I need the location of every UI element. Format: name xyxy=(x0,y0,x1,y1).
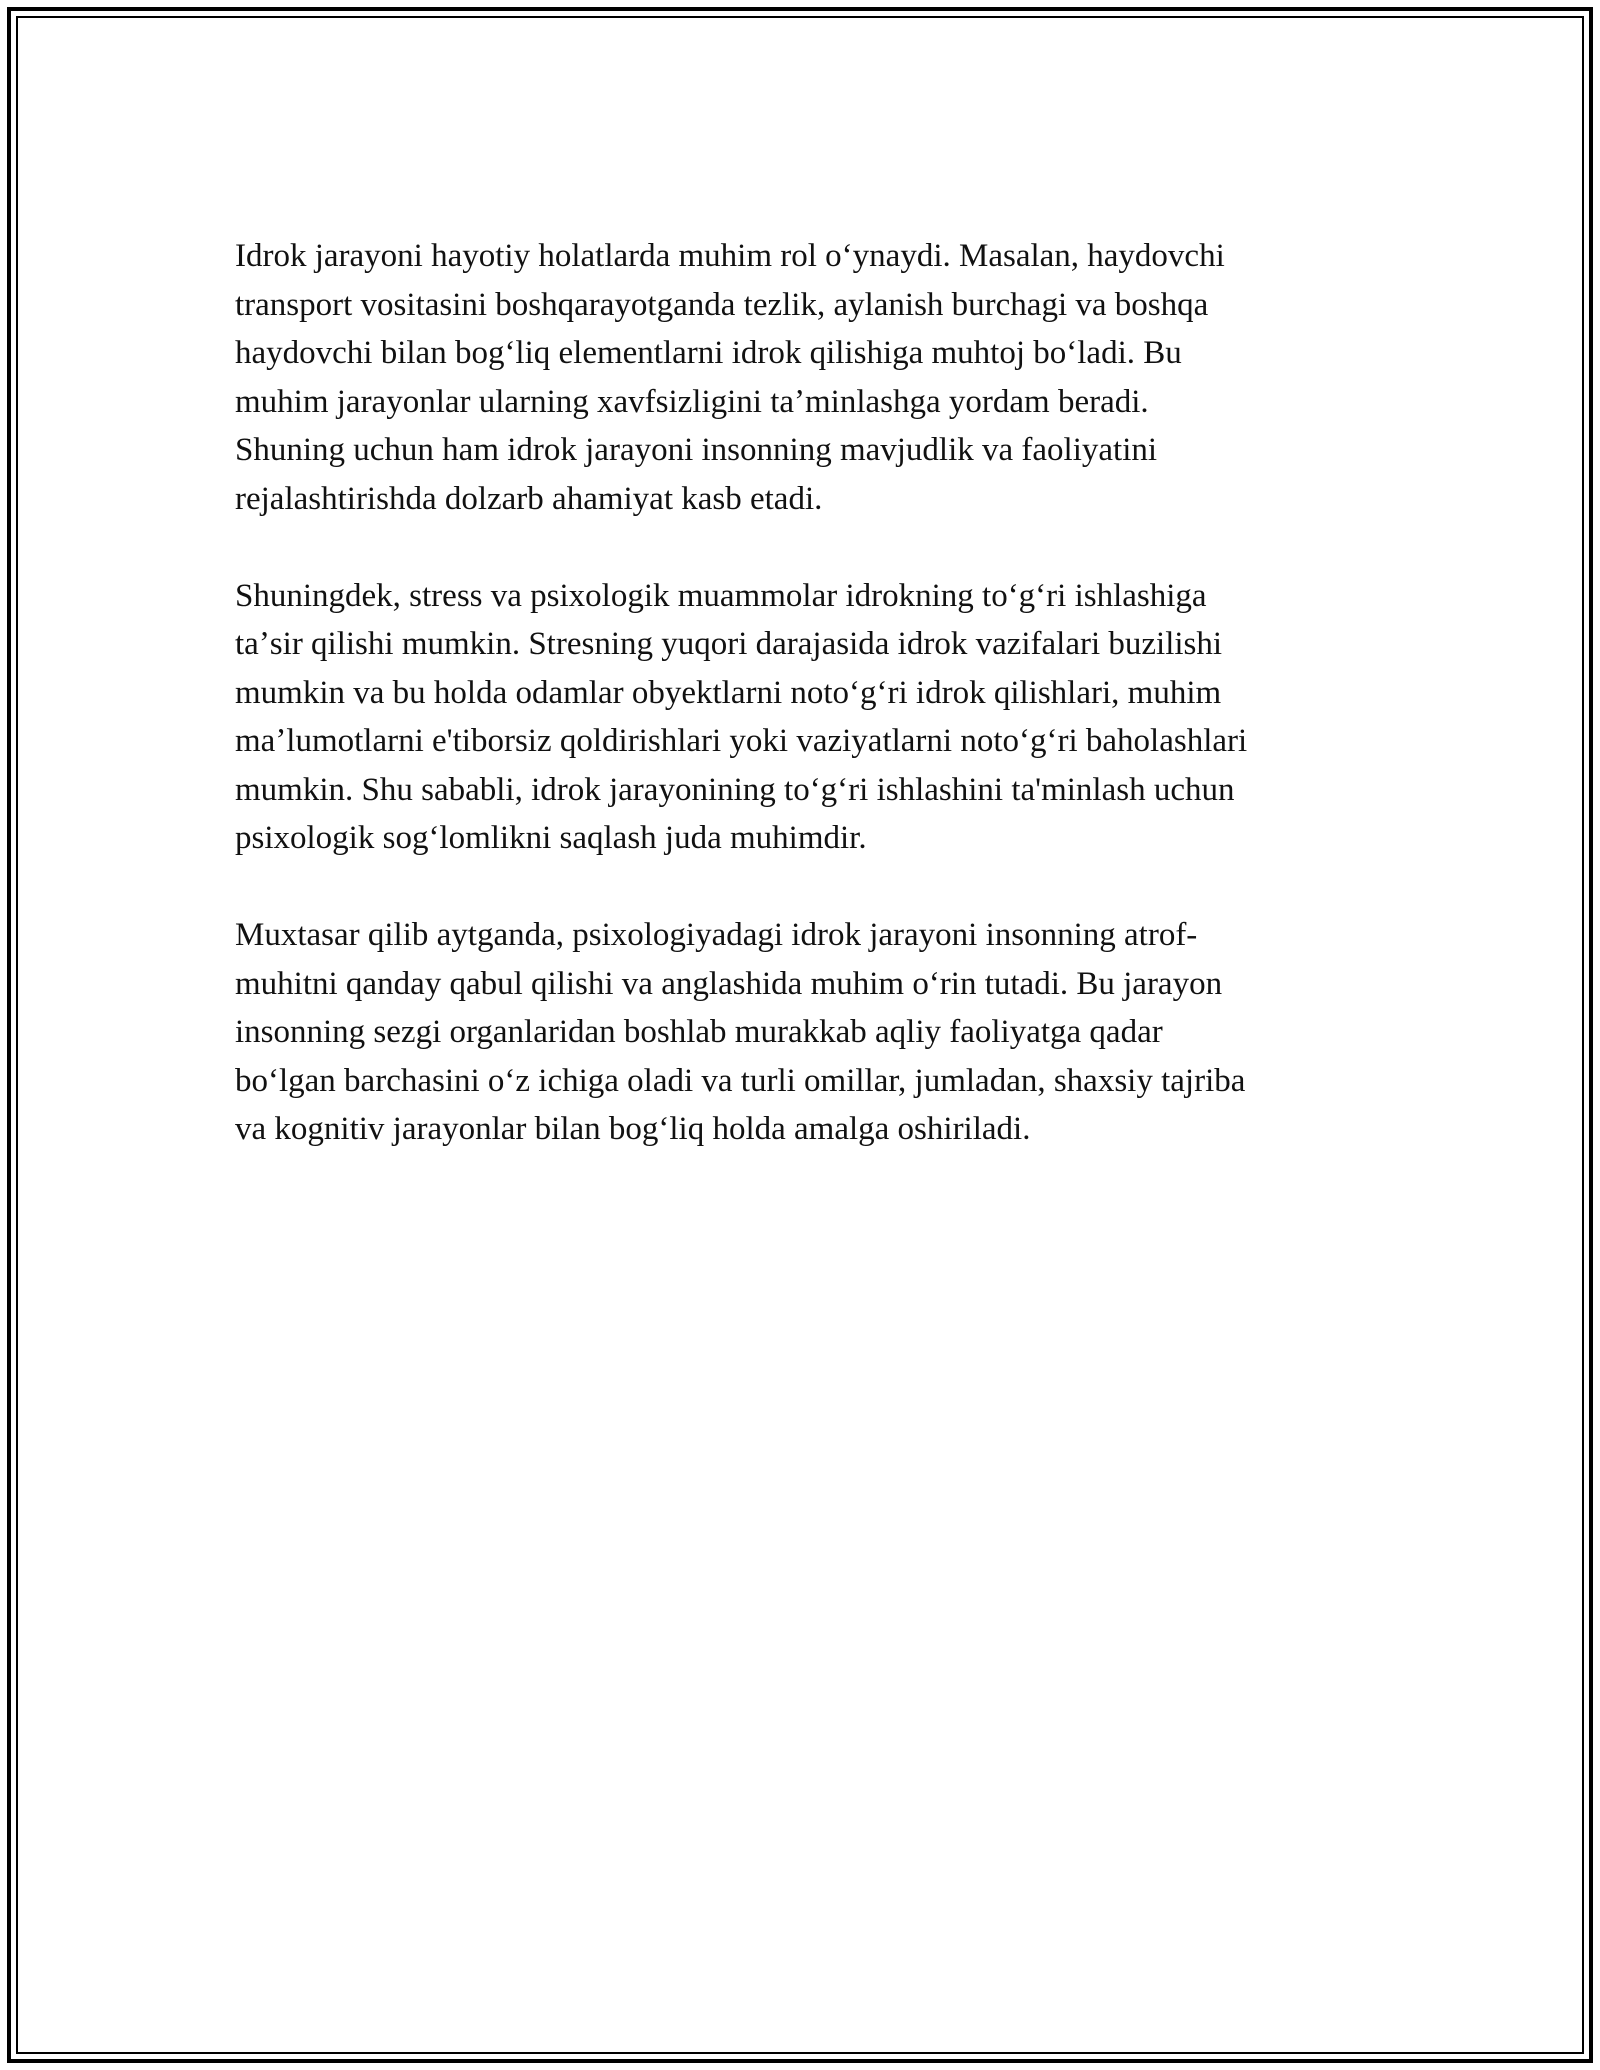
text-line: mumkin va bu holda odamlar obyektlarni notoʻgʻri idrok qilishlari, muhim xyxy=(235,674,1222,711)
text-line: Shuning uchun ham idrok jarayoni insonning mavjudlik va faoliyatini xyxy=(235,432,1158,468)
text-line: Idrok jarayoni hayotiy holatlarda muhim rol oʻynaydi. Masalan, haydovchi xyxy=(235,238,1225,274)
text-line: boʻlgan barchasini oʻz ichiga oladi va turli omillar, jumladan, shaxsiy tajriba xyxy=(235,1062,1246,1099)
text-line: psixologik sogʻlomlikni saqlash juda muhimdir. xyxy=(235,820,867,856)
text-line: muhim jarayonlar ularning xavfsizligini taʼminlashga yordam beradi. xyxy=(235,383,1149,420)
text-line: maʼlumotlarni e'tiborsiz qoldirishlari yoki vaziyatlarni notoʻgʻri baholashlari xyxy=(235,723,1248,759)
text-line: insonning sezgi organlaridan boshlab murakkab aqliy faoliyatga qadar xyxy=(235,1014,1163,1050)
document-body xyxy=(235,232,1365,1202)
paragraph-3 xyxy=(235,911,1365,1154)
text-line: va kognitiv jarayonlar bilan bogʻliq holda amalga oshiriladi. xyxy=(235,1111,1031,1147)
paragraph-2 xyxy=(235,572,1365,863)
text-line: rejalashtirishda dolzarb ahamiyat kasb etadi. xyxy=(235,480,823,517)
text-line: transport vositasini boshqarayotganda tezlik, aylanish burchagi va boshqa xyxy=(235,286,1209,323)
text-line: Muxtasar qilib aytganda, psixologiyadagi idrok jarayoni insonning atrof- xyxy=(235,917,1198,953)
text-line: taʼsir qilishi mumkin. Stresning yuqori darajasida idrok vazifalari buzilishi xyxy=(235,626,1223,662)
text-line: haydovchi bilan bogʻliq elementlarni idrok qilishiga muhtoj boʻladi. Bu xyxy=(235,335,1182,371)
text-line: mumkin. Shu sababli, idrok jarayonining toʻgʻri ishlashini ta'minlash uchun xyxy=(235,771,1235,808)
paragraph-1 xyxy=(235,232,1365,523)
text-line: Shuningdek, stress va psixologik muammolar idrokning toʻgʻri ishlashiga xyxy=(235,577,1207,614)
text-line: muhitni qanday qabul qilishi va anglashida muhim oʻrin tutadi. Bu jarayon xyxy=(235,965,1223,1002)
